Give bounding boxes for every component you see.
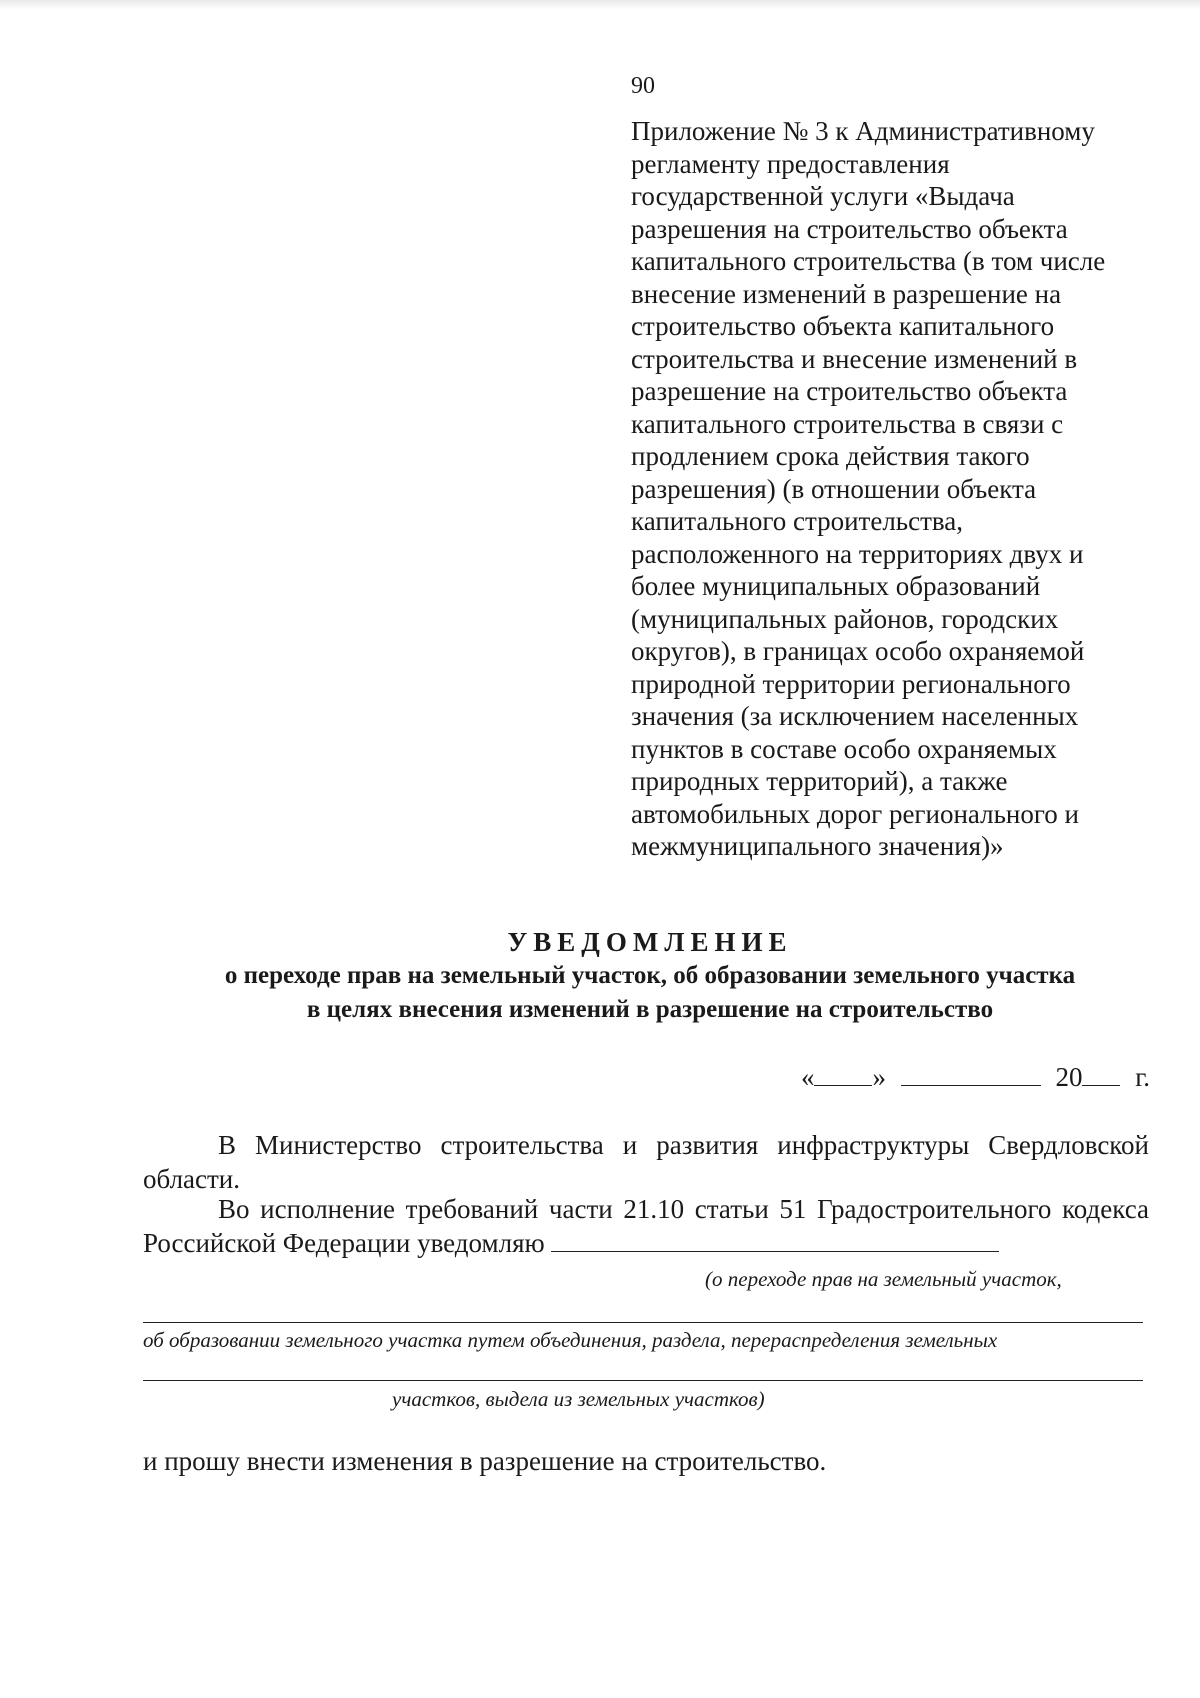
page-number: 90 (631, 73, 655, 99)
notice-subtitle-line1: о переходе прав на земельный участок, об образовании земельного участка (224, 962, 1076, 989)
year-prefix: 20 (1055, 1062, 1083, 1092)
scan-edge (0, 0, 1200, 10)
appendix-line: государственной услуги «Выдача (631, 181, 1015, 211)
appendix-line: межмуниципального значения)» (631, 831, 1004, 861)
hint-line-1: (о переходе прав на земельный участок, (705, 1267, 1062, 1291)
fill-rule-1[interactable] (143, 1322, 1143, 1323)
appendix-line: Приложение № 3 к Административному (631, 116, 1095, 146)
hint-line-2: об образовании земельного участка путем объединения, раздела, перераспределения земельных (143, 1328, 998, 1352)
day-blank[interactable] (814, 1063, 872, 1086)
appendix-line: капитального строительства, (631, 506, 964, 536)
year-blank[interactable] (1082, 1063, 1120, 1086)
appendix-line: природной территории регионального (631, 668, 1071, 699)
fill-rule-2[interactable] (143, 1380, 1143, 1381)
appendix-line: капитального строительства (в том числе (631, 246, 1106, 276)
year-suffix: г. (1135, 1062, 1150, 1092)
appendix-line: разрешения на строительство объекта (631, 213, 1068, 244)
appendix-line: природных территорий), а также (631, 766, 1008, 796)
appendix-line: (муниципальных районов, городских (631, 603, 1059, 634)
appendix-line: строительство объекта капитального (631, 311, 1055, 341)
date-open-quote: « (800, 1062, 815, 1092)
notice-title-block (140, 925, 1160, 1027)
appendix-line: округов), в границах особо охраняемой (631, 636, 1085, 666)
addressee-paragraph: В Министерство строительства и развития инфраструктуры Свердловской области. (143, 1130, 1149, 1194)
appendix-header (631, 115, 1151, 863)
appendix-line: регламенту предоставления (631, 148, 950, 179)
appendix-line: строительства и внесение изменений в (631, 343, 1078, 374)
appendix-line: внесение изменений в разрешение на (631, 278, 1062, 309)
hint-line-3: участков, выдела из земельных участков) (392, 1387, 765, 1411)
closing-paragraph: и прошу внести изменения в разрешение на строительство. (143, 1446, 827, 1476)
appendix-line: пунктов в составе особо охраняемых (631, 733, 1057, 764)
notification-blank[interactable] (551, 1229, 999, 1252)
appendix-line: разрешения) (в отношении объекта (631, 473, 1037, 504)
appendix-line: разрешение на строительство объекта (631, 376, 1068, 406)
notice-title: УВЕДОМЛЕНИЕ (507, 927, 793, 957)
appendix-line: капитального строительства в связи с (631, 408, 1064, 439)
appendix-line: автомобильных дорог регионального и (631, 798, 1079, 829)
notice-subtitle-line2: в целях внесения изменений в разрешение на строительство (306, 996, 994, 1023)
appendix-line: более муниципальных образований (631, 571, 1041, 601)
month-blank[interactable] (901, 1063, 1041, 1086)
appendix-line: расположенного на территориях двух и (631, 538, 1084, 569)
notification-text: Во исполнение требований части 21.10 статьи 51 Градостроительного кодекса Российской Федерации уведомляю (143, 1194, 1149, 1258)
appendix-line: продлением срока действия такого (631, 441, 1030, 471)
notification-paragraph (143, 1192, 1149, 1260)
date-close-quote: » (872, 1062, 886, 1092)
appendix-line: значения (за исключением населенных (631, 701, 1079, 731)
date-field (801, 1060, 1150, 1094)
